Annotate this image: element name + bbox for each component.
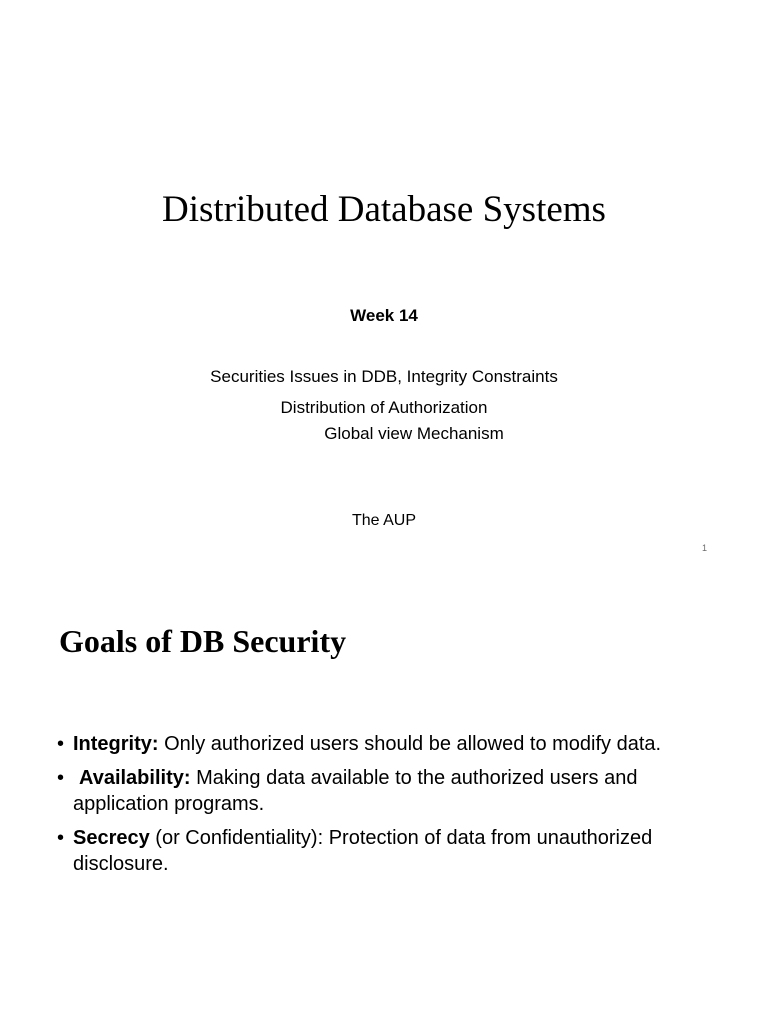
bullet-item-secrecy [57,825,707,877]
week-label: Week 14 [350,306,418,325]
subtitle-line-1: Securities Issues in DDB, Integrity Constraints [210,367,558,386]
bullet-term: Integrity: [73,733,159,755]
bullet-dot-icon: • [57,733,65,755]
bullet-text: Only authorized users should be allowed to modify data. [158,733,662,755]
bullet-term: Availability: [79,767,191,789]
content-slide [0,576,768,1024]
bullet-text: (or Confidentiality): Protection of data from unauthorized disclosure. [73,827,653,875]
bullet-dot-icon: • [57,767,65,789]
bullet-list [57,731,707,885]
subtitle-line-2: Distribution of Authorization [280,398,488,417]
slide-number: 1 [702,543,708,553]
organization-name: The AUP [351,512,417,529]
bullet-dot-icon: • [57,827,65,849]
subtitle-line-3: Global view Mechanism [324,424,504,443]
bullet-text: Making data available to the authorized users and application programs. [73,767,638,815]
bullet-item-availability [57,765,707,817]
bullet-term: Secrecy [73,827,150,849]
slide-title: Goals of DB Security [59,623,347,659]
bullet-item-integrity [57,731,707,757]
presentation-title: Distributed Database Systems [162,189,606,230]
